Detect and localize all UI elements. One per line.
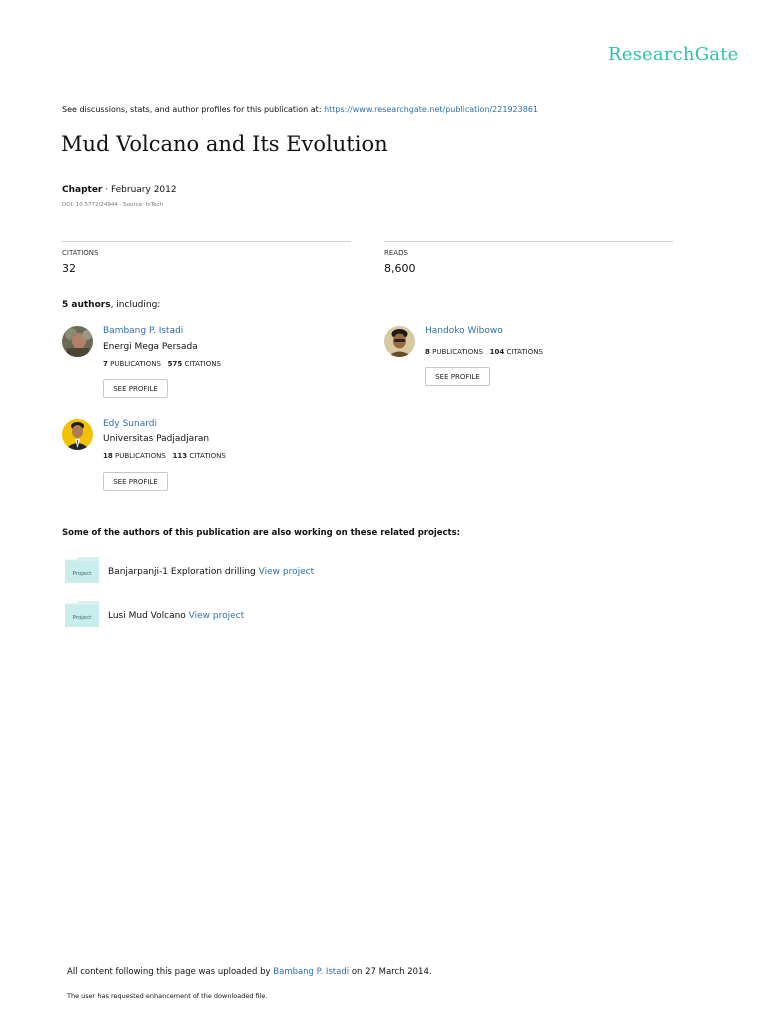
uploader-link[interactable]: Bambang P. Istadi (273, 967, 350, 977)
author-citations-count: 104 (489, 348, 505, 356)
author-institution: Energi Mega Persada (103, 342, 198, 352)
project-icon-label: Project (72, 615, 92, 621)
authors-heading (62, 300, 160, 310)
project-folder-icon (65, 557, 99, 583)
upload-prefix: All content following this page was uploaded by (67, 967, 271, 977)
author-publications-count: 7 (103, 360, 108, 368)
author-publications-label: PUBLICATIONS (110, 360, 161, 368)
author-name-link[interactable]: Handoko Wibowo (425, 326, 503, 336)
publication-url-link[interactable]: https://www.researchgate.net/publication/221923861 (324, 105, 538, 114)
discussions-line (62, 105, 538, 114)
project-name: Banjarpanji-1 Exploration drilling (108, 567, 256, 577)
author-citations-label: CITATIONS (189, 452, 226, 460)
view-project-link[interactable]: View project (258, 567, 315, 577)
see-profile-button[interactable]: SEE PROFILE (103, 472, 168, 491)
upload-notice (67, 967, 432, 977)
author-citations-label: CITATIONS (184, 360, 221, 368)
related-projects-heading: Some of the authors of this publication are also working on these related projects: (62, 528, 461, 538)
author-name-link[interactable]: Bambang P. Istadi (103, 326, 184, 336)
reads-label: READS (384, 249, 408, 257)
publication-type: Chapter (62, 185, 103, 195)
author-publications-count: 18 (103, 452, 113, 460)
author-publications-count: 8 (425, 348, 430, 356)
author-institution: Universitas Padjadjaran (103, 434, 210, 444)
author-publications-label: PUBLICATIONS (114, 452, 166, 460)
avatar[interactable] (384, 326, 415, 357)
project-icon-label: Project (72, 571, 92, 577)
project-row (108, 567, 314, 577)
see-profile-button[interactable]: SEE PROFILE (425, 367, 490, 386)
researchgate-logo[interactable]: ResearchGate (608, 44, 739, 65)
reads-value: 8,600 (384, 262, 416, 275)
citations-label: CITATIONS (62, 249, 99, 257)
publication-title: Mud Volcano and Its Evolution (61, 132, 388, 156)
citations-value: 32 (62, 262, 76, 275)
enhancement-notice: The user has requested enhancement of the downloaded file. (67, 992, 268, 1000)
reads-divider (384, 241, 673, 242)
avatar[interactable] (62, 326, 93, 357)
see-profile-button[interactable]: SEE PROFILE (103, 379, 168, 398)
project-name: Lusi Mud Volcano (108, 611, 186, 621)
author-stats (425, 348, 543, 356)
author-stats (103, 452, 226, 460)
publication-date: · February 2012 (102, 185, 177, 195)
discussions-text: See discussions, stats, and author profiles for this publication at: (62, 105, 322, 114)
project-row (108, 611, 244, 621)
publication-meta (62, 185, 177, 195)
author-citations-label: CITATIONS (506, 348, 543, 356)
project-folder-icon (65, 601, 99, 627)
author-publications-label: PUBLICATIONS (432, 348, 483, 356)
author-citations-count: 113 (172, 452, 188, 460)
avatar[interactable] (62, 419, 93, 450)
authors-suffix: , including: (110, 300, 161, 310)
publication-doi: DOI: 10.5772/24944 · Source: InTech (62, 202, 164, 208)
author-stats (103, 360, 221, 368)
view-project-link[interactable]: View project (188, 611, 245, 621)
author-name-link[interactable]: Edy Sunardi (103, 419, 157, 429)
author-citations-count: 575 (167, 360, 183, 368)
upload-suffix: on 27 March 2014. (351, 967, 432, 977)
authors-count: 5 authors (62, 300, 111, 310)
citations-divider (62, 241, 351, 242)
